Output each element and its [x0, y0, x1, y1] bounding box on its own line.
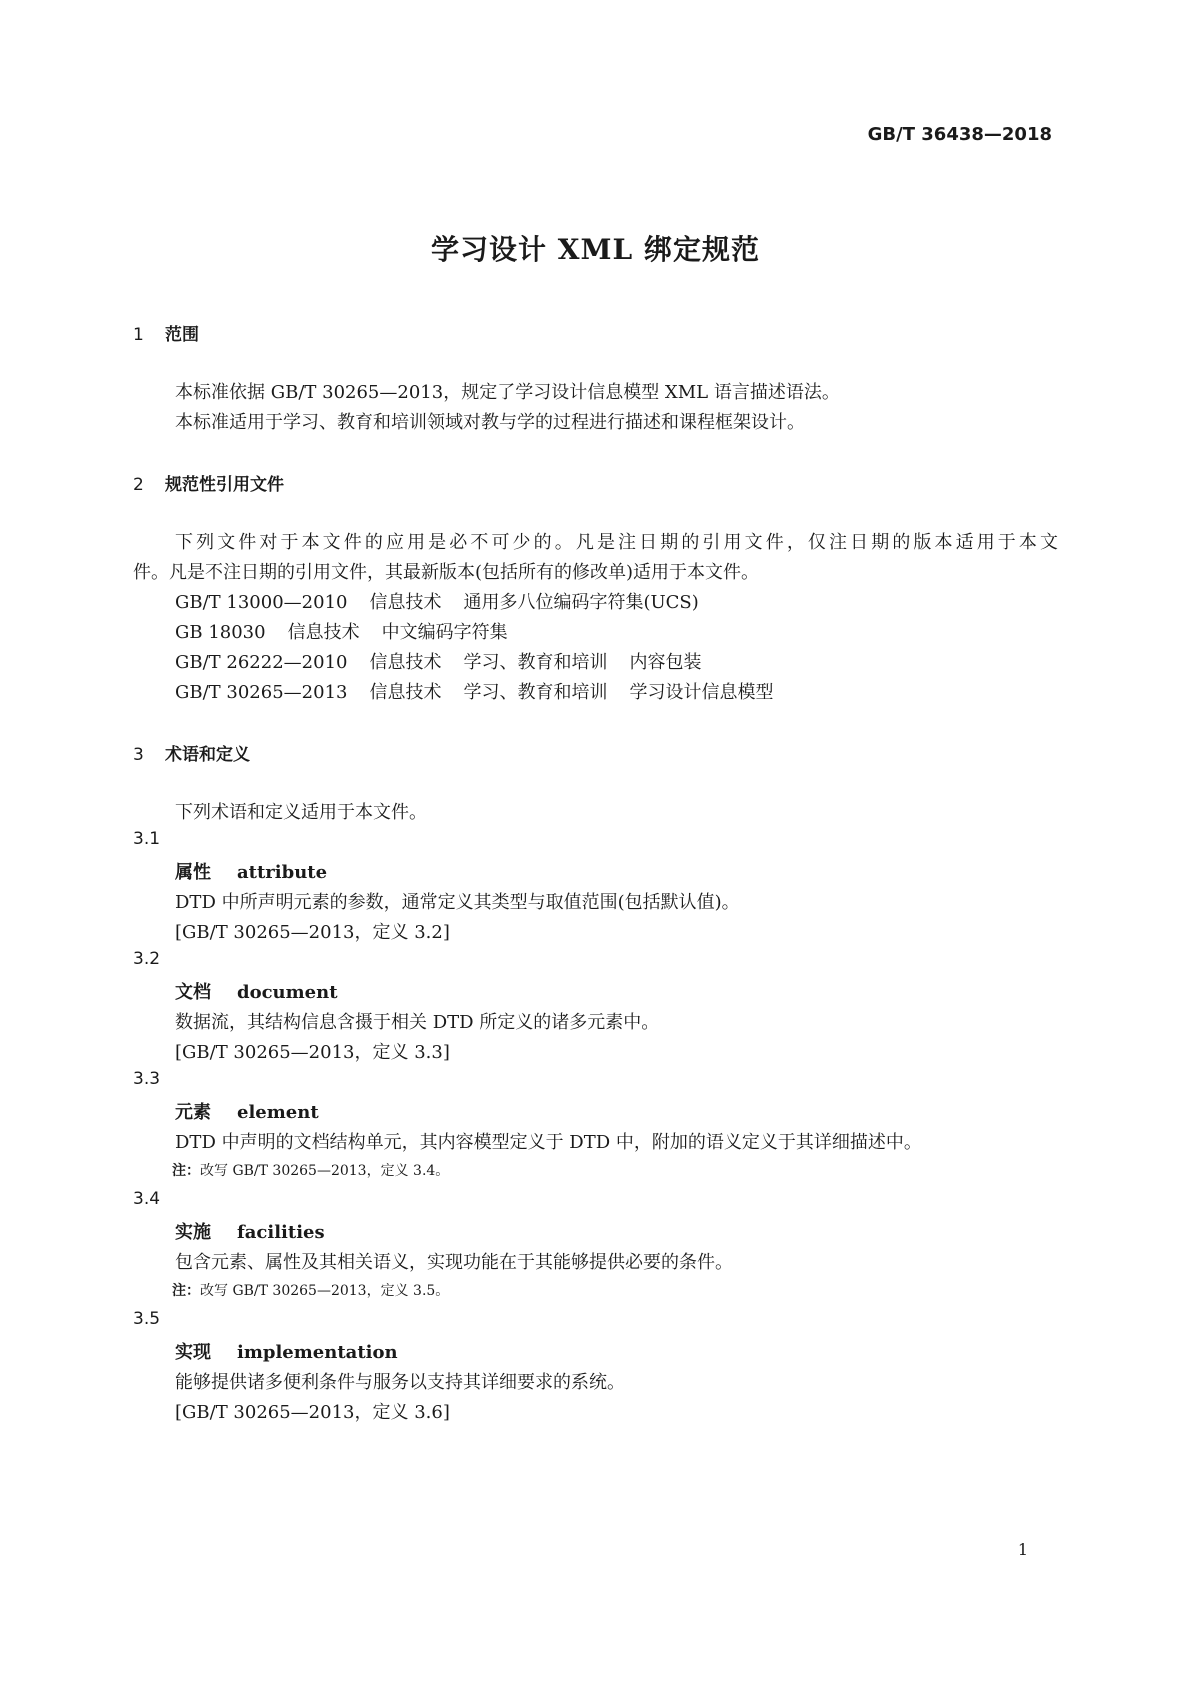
reference-title-part: 信息技术 [369, 682, 442, 703]
section-title: 术语和定义 [165, 745, 250, 765]
section-number: 3 [133, 745, 144, 765]
term-note [172, 1280, 449, 1300]
term-number: 3.4 [133, 1189, 161, 1209]
term-source: [GB/T 30265—2013，定义 3.2] [175, 922, 450, 943]
section-1-heading [133, 320, 199, 345]
term-definition: DTD 中所声明元素的参数，通常定义其类型与取值范围(包括默认值)。 [175, 892, 740, 913]
term-zh: 元素 [175, 1102, 211, 1123]
document-title: 学习设计 XML 绑定规范 [431, 233, 760, 266]
reference-title-part: 内容包装 [629, 652, 702, 673]
term-zh: 实施 [175, 1222, 211, 1243]
term-heading [175, 1218, 325, 1244]
term-number: 3.5 [133, 1309, 161, 1329]
term-en: facilities [237, 1222, 325, 1243]
reference-code: GB/T 30265—2013 [175, 682, 348, 703]
reference-title-part: 通用多八位编码字符集(UCS) [463, 592, 699, 613]
normative-reference [175, 588, 699, 614]
note-label: 注： [172, 1283, 200, 1299]
reference-title-part: 学习设计信息模型 [629, 682, 774, 703]
reference-title-part: 学习、教育和培训 [463, 682, 608, 703]
reference-code: GB/T 26222—2010 [175, 652, 348, 673]
reference-title-part: 学习、教育和培训 [463, 652, 608, 673]
term-zh: 实现 [175, 1342, 211, 1363]
section-3-intro: 下列术语和定义适用于本文件。 [175, 802, 427, 823]
term-en: element [237, 1102, 319, 1123]
term-en: attribute [237, 862, 328, 883]
section-3-heading [133, 740, 250, 765]
reference-title-part: 信息技术 [369, 652, 442, 673]
term-definition: DTD 中声明的文档结构单元，其内容模型定义于 DTD 中，附加的语义定义于其详细描述中。 [175, 1132, 922, 1153]
section-1-paragraph-2: 本标准适用于学习、教育和培训领域对教与学的过程进行描述和课程框架设计。 [175, 412, 805, 433]
term-source: [GB/T 30265—2013，定义 3.6] [175, 1402, 450, 1423]
term-note [172, 1160, 449, 1180]
section-number: 2 [133, 475, 144, 495]
section-number: 1 [133, 325, 144, 345]
normative-reference [175, 678, 773, 704]
term-number: 3.1 [133, 829, 161, 849]
section-2-intro-line-1: 下列文件对于本文件的应用是必不可少的。凡是注日期的引用文件，仅注日期的版本适用于本文 [175, 532, 1058, 553]
term-number: 3.3 [133, 1069, 161, 1089]
section-2-intro-line-2: 件。凡是不注日期的引用文件，其最新版本(包括所有的修改单)适用于本文件。 [133, 562, 760, 583]
note-text: 改写 GB/T 30265—2013，定义 3.5。 [200, 1283, 450, 1299]
term-heading [175, 858, 327, 884]
normative-reference [175, 618, 508, 644]
page-number: 1 [1017, 1540, 1028, 1559]
term-definition: 数据流，其结构信息含摄于相关 DTD 所定义的诸多元素中。 [175, 1012, 660, 1033]
term-zh: 属性 [175, 862, 211, 883]
section-1-paragraph-1: 本标准依据 GB/T 30265—2013，规定了学习设计信息模型 XML 语言描述语法。 [175, 382, 840, 403]
term-heading [175, 1098, 319, 1124]
reference-title-part: 信息技术 [287, 622, 360, 643]
term-definition: 能够提供诸多便利条件与服务以支持其详细要求的系统。 [175, 1372, 625, 1393]
reference-code: GB 18030 [175, 622, 266, 643]
term-heading [175, 978, 338, 1004]
term-heading [175, 1338, 398, 1364]
reference-title-part: 中文编码字符集 [381, 622, 508, 643]
note-text: 改写 GB/T 30265—2013，定义 3.4。 [200, 1163, 450, 1179]
reference-title-part: 信息技术 [369, 592, 442, 613]
section-title: 规范性引用文件 [165, 475, 284, 495]
term-en: document [237, 982, 338, 1003]
section-title: 范围 [165, 325, 199, 345]
term-en: implementation [237, 1342, 398, 1363]
note-label: 注： [172, 1163, 200, 1179]
reference-code: GB/T 13000—2010 [175, 592, 348, 613]
term-source: [GB/T 30265—2013，定义 3.3] [175, 1042, 450, 1063]
normative-reference [175, 648, 701, 674]
section-2-heading [133, 470, 284, 495]
term-number: 3.2 [133, 949, 161, 969]
term-zh: 文档 [175, 982, 211, 1003]
term-definition: 包含元素、属性及其相关语义，实现功能在于其能够提供必要的条件。 [175, 1252, 733, 1273]
standard-code: GB/T 36438—2018 [867, 124, 1052, 145]
